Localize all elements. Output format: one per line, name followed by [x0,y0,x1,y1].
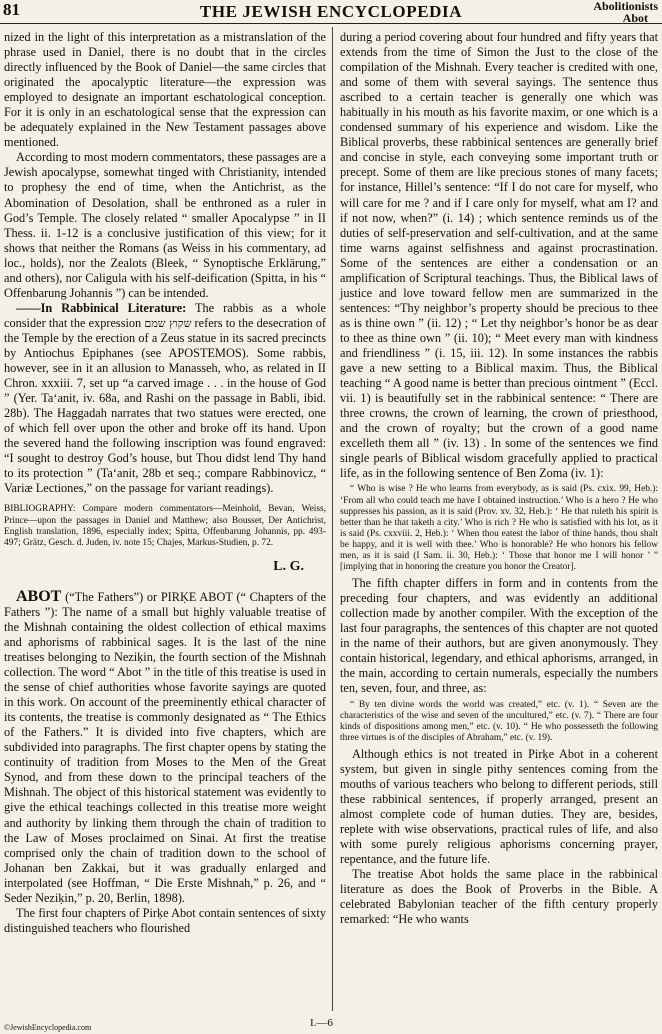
block-quote: “ By ten divine words the world was created,” etc. (v. 1). “ Seven are the characteristics of the wise and seven of the uncultured,” etc. (v. 7). “ There are four kinds of dispositions among men,” etc. (v. 10). “ He who possesseth the following three virtues is of the disciples of Abraham,” etc. (v. 19). [340,699,658,743]
author-signature: L. G. [273,558,304,574]
entry-title: ABOT [16,587,62,605]
paragraph: The fifth chapter differs in form and in contents from the preceding four chapters, and was evidently an additional collection made by another compiler. With the exception of the last four paragraphs, the sentences of this chapter are not quoted in the name of their authors, but are given anonymously. They contain historical, legendary, and ethical aphorisms, arranged, in the main, according to certain numerals, especially the numbers ten, seven, four, and three, as: [340,576,658,696]
abot-entry [4,589,326,906]
hebrew-phrase: שקוץ שמם [144,316,192,330]
bibliography: BIBLIOGRAPHY: Compare modern commentators—Meinhold, Bevan, Weiss, Prince—upon the passages in Daniel and Matthew; also Bousset, Der Antichrist, English translation, 1896, especially index; Spitta, Offenbarung Johannis, pp. 493-497; Grätz, Gesch. d. Juden, iv. note 15; Chajes, Markus-Studien, p. 72. [4,504,326,548]
page-header [0,0,662,24]
guide-word-last: Abot [622,11,648,25]
paragraph: during a period covering about four hundred and fifty years that extends from the time of Simon the Just to the close of the compilation of the Mishnah. Every teacher is credited with one, and some of them with several sayings. The sentence thus ascribed to a certain teacher is generally one which was habitually in his mouth as his favorite maxim, or one which is a condensed summary of his experience and wisdom. Like the Biblical proverbs, these rabbinical sentences are generally brief and concise in style, each conveying some important truth or precept. Some of them are like precious stones of many facets; for instance, Hillel’s sentence: “If I do not care for myself, who will care for me ? and if I care only for myself, what am I? and if not now, when?” (i. 14) ; which sentence reminds us of the duties of self-preservation and self-cultivation, and at the same time warns against selfishness and against procrastination. Some of the sentences are either a condensation or an amplification of Scriptural teachings. Thus, the Biblical laws of justice and love toward fellow men are summarized in the sentences: “Thy neighbor’s property should be precious to thee as is thine own ” (ii. 12) ; “ Let thy neighbor’s honor be as dear to thee as thine own ” (ii. 10); “ Meet every man with kindness and friendliness ” (i. 15, iii. 12). In some instances the rabbis gave a new setting to a Biblical maxim. Thus, the Biblical teaching “ A good name is better than precious ointment ” (Eccl. vii. 1) is beautifully set in the rabbinical sentence: “ There are three crowns, the crown of learning, the crown of priesthood, and the crown of royalty; but the crown of a good name excelleth them all ” (iv. 13) . In some of the sentences we find single pearls of Biblical wisdom gracefully applied to practical life, as in the following sentence of Ben Zoma (iv. 1): [340,30,658,481]
column-divider [332,27,333,1011]
block-quote: “ Who is wise ? He who learns from everybody, as is said (Ps. cxix. 99, Heb.): ‘From all who could teach me have I obtained instruction.’ Who is a hero ? He who suppresses his passion, as it is said (Prov. xv. 32, Heb.): ‘ He that ruleth his spirit is better than he that taketh a city.’ Who is rich ? He who is satisfied with his lot, as it is said (Ps. cxxviii. 2, Heb.): ‘ When thou eatest the labor of thine hands, thou shalt be happy, and it is well with thee.’ Who is honorable? He who honors his fellow men, as it is said (I Sam. ii. 30, Heb.): ‘ Those that honor me I will honor ’ ” [implying that in honoring the creature you honor the Creator]. [340,484,658,573]
paragraph: According to most modern commentators, these passages are a Jewish apocalypse, somewhat tinged with Christianity, intended to prophesy the end of time, when the Antichrist, as the Abomination of Desolation, shall be enthroned as a ruler in God’s Temple. The closely related “ smaller Apocalypse ” in II Thess. ii. 1-12 is a conclusive justification of this view; for it shows that neither the Romans (as Weiss in his commentary, ad loc., holds), nor the Zealots (Bleek, “ Synoptische Erklärung,” and others), nor Caligula with his self-deification (Spitta, in his “ Offenbarung Johannis ”) can be intended. [4,150,326,300]
paragraph: Although ethics is not treated in Pirḳe Abot in a coherent system, but given in single pithy sentences coming from the mouths of various teachers who belong to different periods, still these rabbinical sentences, if properly arranged, present an almost complete code of human duties. They are, besides, replete with wise observations, practical rules of life, and also with some purely religious aphorisms concerning prayer, repentance, and the future life. [340,746,658,867]
copyright-notice: ©JewishEncyclopedia.com [4,1023,92,1032]
page-number: 81 [3,0,20,19]
paragraph: The first four chapters of Pirḳe Abot contain sentences of sixty distinguished teachers who flourished [4,905,326,935]
header-rule [0,23,662,24]
guide-word-first: Abolitionists [593,0,658,13]
paragraph-text: (“The Fathers”) or PIRḲE ABOT (“ Chapters of the Fathers ”): The name of a small but highly valuable treatise of the Mishnah containing the oldest collection of ethical maxims and aphorisms of rabbinical sages. It is the last of the nine treatises belonging to Neziḳin, the fourth section of the Mishnah collection. The word “ Abot ” in the title of this treatise is used in the sense of chief authorities whose favorite sayings are quoted in this work. On account of the preeminently ethical character of its contents, the treatise is commonly designated as “ The Ethics of the Fathers.” It is divided into five chapters, which are subdivided into paragraphs. The first chapter opens by stating the continuity of tradition from Moses to the Men of the Great Synod, and from these down to the principal teachers of the Mishnah. The object of this historical statement was evidently to give the ethical teachings collected in this treatise more weight and authority by linking them through the chain of tradition to the Law of Moses proclaimed on Sinai. At first the treatise comprised only the chain of tradition down to the school of Johanan ben Zakkai, but it was gradually enlarged and interpolated (see Hoffman, “ Die Erste Mishnah,” p. 26, and “ Seder Neziḳin,” p. 20, Berlin, 1898). [4,589,326,905]
guide-words [593,0,658,24]
signature-mark: I.—6 [310,1017,333,1029]
paragraph: nized in the light of this interpretation as a mistranslation of the phrase used in Daniel, there is no doubt that in the circles directly influenced by the Book of Daniel—the same circles that originated the apocalyptic literature—the expression was employed to designate an important eschatological conception. For it is only in an eschatological sense that the expression can be adequately explained in the New Testament passages above mentioned. [4,30,326,150]
paragraph-text: refers to the desecration of the Temple by the erection of a Zeus statue in its sacred precincts by Antiochus Epiphanes (see APOSTEMOS). Some rabbis, however, see in it an allusion to Manasseh, who, as related in II Chron. xxxiii. 7, set up “a carved image . . . in the house of God ” (Yer. Ta‘anit, iv. 68a, and Rashi on the passage in Babli, ibid. 28b). The Haggadah narrates that two statues were erected, one of which fell over upon the other and broke off its hand. Upon the severed hand the following inscription was found engraved: “I sought to destroy God’s house, but Thou didst lend Thy hand to its protection ” (Ta‘anit, 28b et seq.; compare Rabbinovicz, “ Variæ Lectiones,” on the passage for variant readings). [4,315,327,496]
left-column [4,30,326,936]
running-title: THE JEWISH ENCYCLOPEDIA [199,2,463,21]
right-column [340,30,658,927]
paragraph-text: The rabbis as a whole consider that the expression [4,300,326,330]
rabbinical-paragraph [4,301,326,497]
paragraph: The treatise Abot holds the same place in the rabbinical literature as does the Book of Proverbs in the Bible. A celebrated Babylonian teacher of the fifth century properly remarked: “He who wants [340,867,658,927]
section-subheading: ——In Rabbinical Literature: [16,300,187,315]
